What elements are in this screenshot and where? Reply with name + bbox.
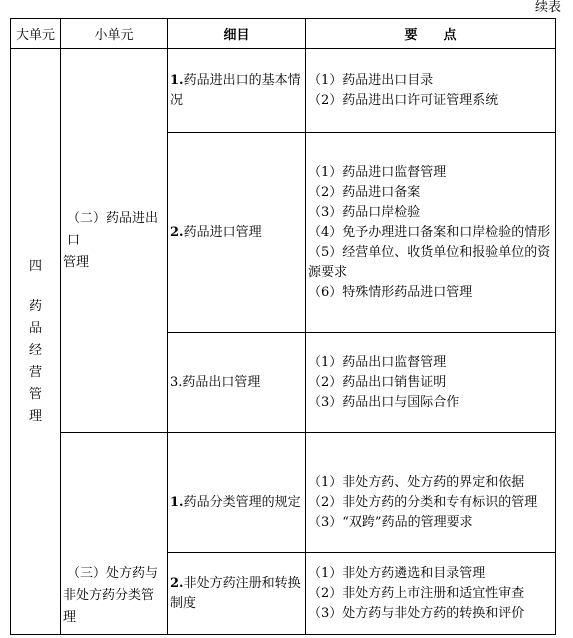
major-unit-cell (11, 49, 61, 635)
detail-cell: 2.药品进口管理 (168, 133, 306, 333)
point-item: （1）非处方药遴选和目录管理 (308, 565, 486, 581)
detail-text: 药品进出口的基本情况 (170, 73, 301, 108)
syllabus-table (10, 18, 556, 635)
detail-cell: 1.药品进出口的基本情况 (168, 49, 306, 133)
major-unit-char: 品 (28, 320, 42, 336)
point-item: （4）免予办理进口备案和口岸检验的情形 (308, 224, 551, 240)
point-item: （1）药品出口监督管理 (308, 354, 447, 370)
sub-unit-label: （三）处方药与 (67, 566, 159, 581)
point-item: （3）药品口岸检验 (308, 204, 421, 220)
points-cell (306, 333, 556, 433)
table-row (11, 433, 556, 455)
points-cell (306, 133, 556, 333)
point-item: （2）非处方药上市注册和适宜性审查 (308, 585, 525, 601)
detail-cell: 1.药品分类管理的规定 (168, 455, 306, 553)
point-item: （6）特殊情形药品进口管理 (308, 284, 473, 300)
point-item: （2）药品进口备案 (308, 184, 421, 200)
major-unit-number: 四 (28, 258, 42, 274)
major-unit-char: 经 (28, 342, 42, 358)
major-unit-char: 理 (28, 408, 42, 424)
major-unit-char: 药 (28, 298, 42, 314)
detail-text: 药品进口管理 (183, 224, 262, 240)
header-major-unit: 大单元 (11, 19, 61, 49)
sub-unit-label: 非处方药分类管 (63, 588, 155, 603)
detail-cell: 3.药品出口管理 (168, 333, 306, 433)
continued-label: 续表 (534, 0, 561, 15)
sub-unit-import-export (61, 49, 168, 433)
point-item: （5）经营单位、收货单位和报验单位的资源要求 (308, 244, 551, 280)
sub-unit-label: 理 (63, 610, 77, 625)
point-item: （1）非处方药、处方药的界定和依据 (308, 475, 525, 491)
points-cell (306, 49, 556, 133)
point-item: （3）“双跨”药品的管理要求 (308, 515, 473, 531)
sub-unit-label: （二）药品进出口 (67, 210, 159, 248)
detail-cell: 2.非处方药注册和转换制度 (168, 553, 306, 635)
header-detail: 细目 (168, 19, 306, 49)
major-unit-char: 营 (28, 364, 42, 380)
point-item: （2）药品进出口许可证管理系统 (308, 92, 499, 108)
detail-text: 非处方药注册和转换制度 (170, 575, 301, 611)
header-sub-unit: 小单元 (61, 19, 168, 49)
point-item: （2）药品出口销售证明 (308, 374, 447, 390)
point-item: （1）药品进口监督管理 (308, 164, 447, 180)
detail-text: 药品出口管理 (182, 374, 261, 390)
header-row (11, 19, 556, 49)
major-unit-char: 管 (28, 386, 42, 402)
point-item: （2）非处方药的分类和专有标识的管理 (308, 495, 538, 511)
detail-text: 药品分类管理的规定 (183, 495, 301, 511)
table-row (11, 49, 556, 133)
point-item: （3）药品出口与国际合作 (308, 394, 460, 410)
points-cell (306, 455, 556, 553)
header-points: 要 点 (306, 19, 556, 49)
point-item: （3）处方药与非处方药的转换和评价 (308, 605, 525, 621)
point-item: （1）药品进出口目录 (308, 72, 434, 88)
sub-unit-label: 管理 (63, 254, 90, 270)
points-cell (306, 553, 556, 635)
sub-unit-otc (61, 433, 168, 635)
